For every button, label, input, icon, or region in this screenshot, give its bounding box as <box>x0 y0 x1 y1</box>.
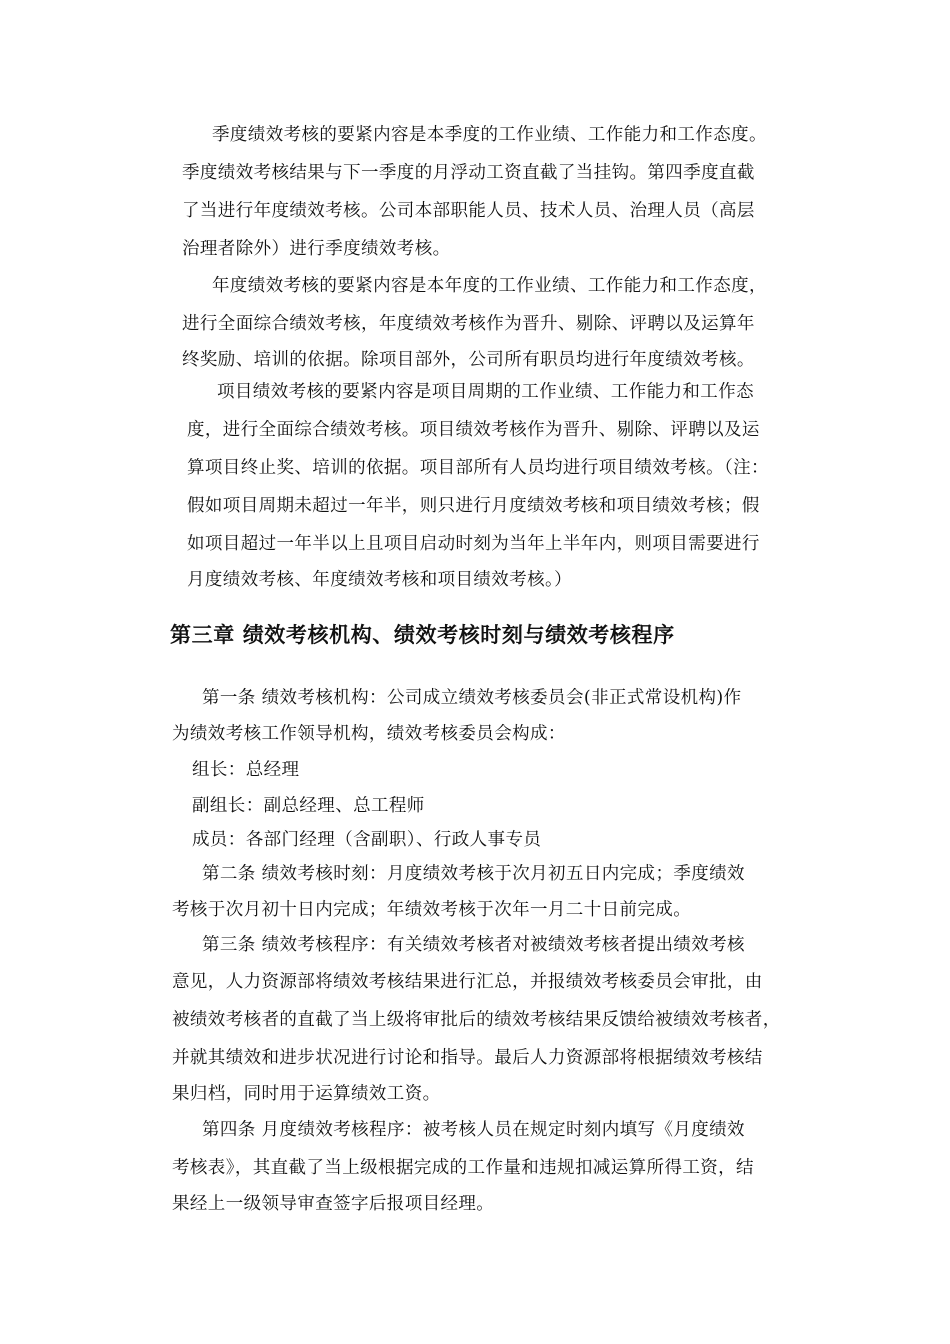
article1-line-1: 第一条 绩效考核机构：公司成立绩效考核委员会(非正式常设机构)作 <box>202 688 742 708</box>
committee-leader: 组长：总经理 <box>192 760 300 780</box>
para2-line-2: 进行全面综合绩效考核，年度绩效考核作为晋升、剔除、评聘以及运算年 <box>182 314 755 334</box>
article3-line-4: 并就其绩效和进步状况进行讨论和指导。最后人力资源部将根据绩效考核结 <box>172 1048 763 1068</box>
para1-line-3: 了当进行年度绩效考核。公司本部职能人员、技术人员、治理人员（高层 <box>182 201 755 221</box>
para3-line-4: 假如项目周期未超过一年半，则只进行月度绩效考核和项目绩效考核；假 <box>187 496 760 516</box>
article4-line-1: 第四条 月度绩效考核程序：被考核人员在规定时刻内填写《月度绩效 <box>202 1120 745 1140</box>
para3-line-5: 如项目超过一年半以上且项目启动时刻为当年上半年内，则项目需要进行 <box>187 534 760 554</box>
article2-line-2: 考核于次月初十日内完成；年绩效考核于次年一月二十日前完成。 <box>172 900 692 920</box>
committee-deputy-leader: 副组长：副总经理、总工程师 <box>192 796 425 816</box>
chapter-heading: 第三章 绩效考核机构、绩效考核时刻与绩效考核程序 <box>170 623 675 647</box>
article4-line-2: 考核表》，其直截了当上级根据完成的工作量和违规扣减运算所得工资，结 <box>172 1158 754 1178</box>
para1-line-2: 季度绩效考核结果与下一季度的月浮动工资直截了当挂钩。第四季度直截 <box>182 163 755 183</box>
committee-members: 成员：各部门经理（含副职）、行政人事专员 <box>192 830 542 850</box>
para3-line-6: 月度绩效考核、年度绩效考核和项目绩效考核。） <box>187 570 573 590</box>
para1-line-1: 季度绩效考核的要紧内容是本季度的工作业绩、工作能力和工作态度。 <box>212 125 767 145</box>
para3-line-1: 项目绩效考核的要紧内容是项目周期的工作业绩、工作能力和工作态 <box>217 382 754 402</box>
para3-line-3: 算项目终止奖、培训的依据。项目部所有人员均进行项目绩效考核。（注： <box>187 458 769 478</box>
article4-line-3: 果经上一级领导审查签字后报项目经理。 <box>172 1194 495 1214</box>
article3-line-2: 意见，人力资源部将绩效考核结果进行汇总，并报绩效考核委员会审批，由 <box>172 972 763 992</box>
article3-line-5: 果归档，同时用于运算绩效工资。 <box>172 1084 441 1104</box>
para2-line-3: 终奖励、培训的依据。除项目部外，公司所有职员均进行年度绩效考核。 <box>182 350 755 370</box>
para2-line-1: 年度绩效考核的要紧内容是本年度的工作业绩、工作能力和工作态度， <box>212 276 767 296</box>
article3-line-1: 第三条 绩效考核程序：有关绩效考核者对被绩效考核者提出绩效考核 <box>202 935 745 955</box>
para3-line-2: 度，进行全面综合绩效考核。项目绩效考核作为晋升、剔除、评聘以及运 <box>187 420 760 440</box>
article3-line-3: 被绩效考核者的直截了当上级将审批后的绩效考核结果反馈给被绩效考核者， <box>172 1010 781 1030</box>
article1-line-2: 为绩效考核工作领导机构，绩效考核委员会构成： <box>172 724 566 744</box>
para1-line-4: 治理者除外）进行季度绩效考核。 <box>182 239 451 259</box>
article2-line-1: 第二条 绩效考核时刻：月度绩效考核于次月初五日内完成；季度绩效 <box>202 864 745 884</box>
